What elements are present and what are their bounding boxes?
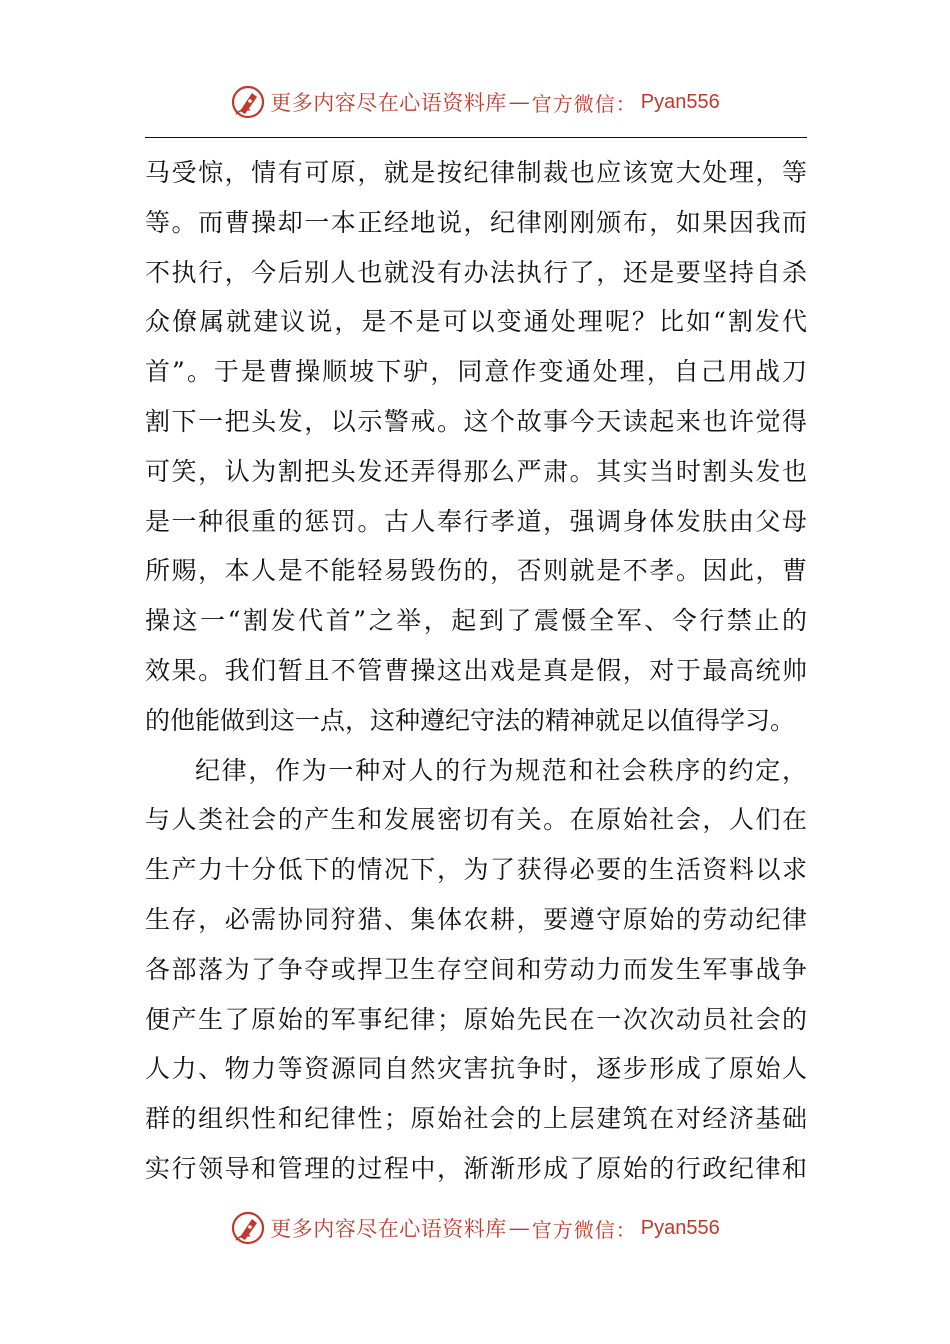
text-line: 群的组织性和纪律性；原始社会的上层建筑在对经济基础 bbox=[145, 1104, 807, 1134]
text-line: 所赐，本人是不能轻易毁伤的，否则就是不孝。因此，曹 bbox=[145, 556, 807, 586]
text-line: 首”。于是曹操顺坡下驴，同意作变通处理，自己用战刀 bbox=[145, 357, 807, 387]
text-line: 生产力十分低下的情况下，为了获得必要的生活资料以求 bbox=[145, 855, 807, 885]
banner-slogan: 更多内容尽在心语资料库 bbox=[270, 1217, 507, 1241]
text-line: 的他能做到这一点，这种遵纪守法的精神就足以值得学习。 bbox=[145, 705, 796, 735]
pen-nib-logo-icon bbox=[230, 84, 266, 120]
text-line: 纪律，作为一种对人的行为规范和社会秩序的约定， bbox=[195, 755, 807, 785]
text-line: 实行领导和管理的过程中，渐渐形成了原始的行政纪律和 bbox=[145, 1153, 807, 1183]
text-line: 效果。我们暂且不管曹操这出戏是真是假，对于最高统帅 bbox=[145, 655, 807, 685]
text-line: 生存，必需协同狩猎、集体农耕，要遵守原始的劳动纪律 bbox=[145, 904, 807, 934]
wechat-label: 官方微信： bbox=[531, 1217, 637, 1242]
wechat-id: Pyan556 bbox=[640, 90, 720, 113]
text-line: 操这一“割发代首”之举，起到了震慑全军、令行禁止的 bbox=[145, 606, 807, 636]
pen-nib-logo-icon bbox=[230, 1210, 266, 1246]
text-line: 众僚属就建议说，是不是可以变通处理呢？比如“割发代 bbox=[145, 307, 807, 337]
text-line: 是一种很重的惩罚。古人奉行孝道，强调身体发肤由父母 bbox=[145, 506, 807, 536]
banner-separator: — bbox=[508, 90, 530, 114]
text-line: 可笑，认为割把头发还弄得那么严肃。其实当时割头发也 bbox=[145, 456, 807, 486]
banner-slogan: 更多内容尽在心语资料库 bbox=[270, 91, 507, 115]
text-line: 割下一把头发，以示警戒。这个故事今天读起来也许觉得 bbox=[145, 406, 807, 436]
text-line: 等。而曹操却一本正经地说，纪律刚刚颁布，如果因我而 bbox=[145, 207, 807, 237]
header-banner bbox=[0, 80, 950, 124]
text-line: 不执行，今后别人也就没有办法执行了，还是要坚持自杀 bbox=[145, 257, 807, 287]
footer-banner bbox=[0, 1206, 950, 1250]
text-line: 便产生了原始的军事纪律；原始先民在一次次动员社会的 bbox=[145, 1004, 807, 1034]
wechat-id: Pyan556 bbox=[640, 1216, 720, 1239]
text-line: 人力、物力等资源同自然灾害抗争时，逐步形成了原始人 bbox=[145, 1054, 807, 1084]
banner-separator: — bbox=[508, 1216, 530, 1240]
wechat-label: 官方微信： bbox=[531, 91, 637, 116]
body-text bbox=[145, 148, 807, 1194]
text-line: 各部落为了争夺或捍卫生存空间和劳动力而发生军事战争 bbox=[145, 954, 807, 984]
text-line: 与人类社会的产生和发展密切有关。在原始社会，人们在 bbox=[145, 805, 807, 835]
text-line: 马受惊，情有可原，就是按纪律制裁也应该宽大处理，等 bbox=[145, 158, 807, 187]
header-divider bbox=[145, 137, 807, 138]
